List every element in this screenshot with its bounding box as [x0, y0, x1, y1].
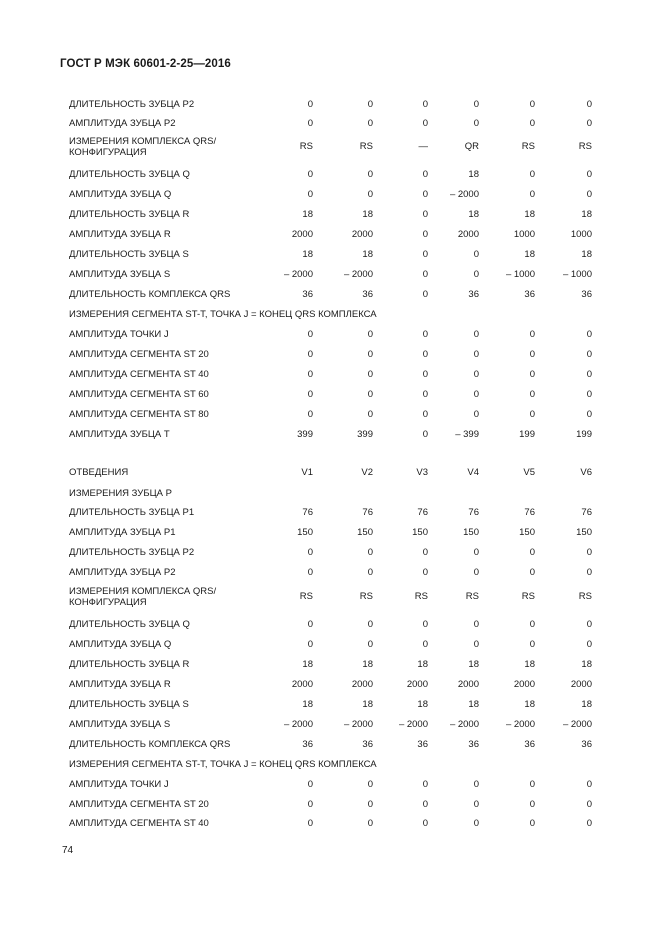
cell-value: – 2000 [283, 719, 313, 730]
cell-value: 0 [529, 409, 535, 420]
cell-value: RS [359, 591, 373, 602]
cell-value: V2 [361, 467, 373, 478]
row-label: ДЛИТЕЛЬНОСТЬ ЗУБЦА P2 [69, 547, 195, 558]
cell-value: 0 [307, 189, 313, 200]
cell-value: 0 [473, 369, 479, 380]
table-row [0, 503, 661, 523]
cell-value: – 2000 [283, 269, 313, 280]
cell-value: – 2000 [449, 719, 479, 730]
row-label: ДЛИТЕЛЬНОСТЬ ЗУБЦА P2 [69, 99, 195, 110]
cell-value: 399 [297, 429, 313, 440]
cell-value: 0 [422, 547, 428, 558]
cell-value: 36 [468, 739, 479, 750]
cell-value: 0 [367, 779, 373, 790]
cell-value: V4 [467, 467, 479, 478]
cell-value: 0 [422, 409, 428, 420]
cell-value: RS [359, 141, 373, 152]
cell-value: 0 [367, 818, 373, 829]
row-label: ОТВЕДЕНИЯ [69, 467, 129, 478]
cell-value: 18 [417, 699, 428, 710]
row-label: АМПЛИТУДА ЗУБЦА T [69, 429, 170, 440]
cell-value: 18 [302, 699, 313, 710]
cell-value: 0 [307, 349, 313, 360]
table-row [0, 523, 661, 543]
cell-value: 2000 [406, 679, 428, 690]
cell-value: 0 [422, 329, 428, 340]
cell-value: 399 [357, 429, 373, 440]
cell-value: 0 [307, 818, 313, 829]
cell-value: 0 [529, 818, 535, 829]
cell-value: 0 [367, 409, 373, 420]
cell-value: 150 [576, 527, 592, 538]
cell-value: 0 [367, 118, 373, 129]
row-label: АМПЛИТУДА СЕГМЕНТА ST 80 [69, 409, 209, 420]
cell-value: 0 [529, 547, 535, 558]
cell-value: 2000 [513, 679, 535, 690]
cell-value: V1 [301, 467, 313, 478]
row-label: АМПЛИТУДА ЗУБЦА R [69, 229, 171, 240]
cell-value: – 2000 [398, 719, 428, 730]
cell-value: 0 [529, 169, 535, 180]
table-row [0, 405, 661, 425]
table-row [0, 735, 661, 755]
table-row [0, 484, 661, 504]
cell-value: 0 [473, 818, 479, 829]
cell-value: RS [465, 591, 479, 602]
cell-value: RS [414, 591, 428, 602]
cell-value: 150 [357, 527, 373, 538]
table-row [0, 325, 661, 345]
cell-value: 150 [519, 527, 535, 538]
cell-value: 0 [529, 118, 535, 129]
cell-value: 18 [468, 699, 479, 710]
cell-value: 0 [473, 329, 479, 340]
cell-value: 0 [586, 118, 592, 129]
cell-value: 0 [422, 619, 428, 630]
row-label: ИЗМЕРЕНИЯ КОМПЛЕКСА QRS/КОНФИГУРАЦИЯ [69, 586, 217, 608]
cell-value: – 2000 [343, 269, 373, 280]
row-label: ДЛИТЕЛЬНОСТЬ ЗУБЦА S [69, 699, 189, 710]
cell-value: 2000 [457, 229, 479, 240]
cell-value: 0 [307, 169, 313, 180]
cell-value: 0 [422, 799, 428, 810]
cell-value: 0 [307, 619, 313, 630]
cell-value: 18 [524, 209, 535, 220]
cell-value: 2000 [457, 679, 479, 690]
cell-value: 0 [422, 99, 428, 110]
cell-value: 0 [473, 349, 479, 360]
table-row [0, 695, 661, 715]
cell-value: 0 [586, 818, 592, 829]
cell-value: 18 [362, 659, 373, 670]
cell-value: 18 [581, 699, 592, 710]
cell-value: V6 [580, 467, 592, 478]
cell-value: – 399 [455, 429, 479, 440]
cell-value: RS [521, 591, 535, 602]
row-label: АМПЛИТУДА ЗУБЦА S [69, 269, 171, 280]
row-label: АМПЛИТУДА ЗУБЦА P1 [69, 527, 176, 538]
cell-value: 0 [422, 189, 428, 200]
cell-value: V5 [523, 467, 535, 478]
row-label: АМПЛИТУДА ЗУБЦА R [69, 679, 171, 690]
cell-value: 0 [422, 818, 428, 829]
cell-value: 0 [586, 547, 592, 558]
cell-value: 18 [524, 249, 535, 260]
cell-value: 0 [529, 619, 535, 630]
cell-value: RS [578, 141, 592, 152]
cell-value: 0 [586, 99, 592, 110]
cell-value: 0 [529, 799, 535, 810]
cell-value: 0 [586, 799, 592, 810]
row-label: АМПЛИТУДА СЕГМЕНТА ST 40 [69, 369, 209, 380]
cell-value: 36 [524, 739, 535, 750]
cell-value: 0 [473, 547, 479, 558]
cell-value: 2000 [291, 679, 313, 690]
row-label: ДЛИТЕЛЬНОСТЬ КОМПЛЕКСА QRS [69, 739, 231, 750]
cell-value: 0 [422, 567, 428, 578]
cell-value: 0 [367, 169, 373, 180]
cell-value: 2000 [351, 679, 373, 690]
cell-value: 0 [367, 547, 373, 558]
cell-value: 76 [417, 507, 428, 518]
cell-value: 0 [586, 639, 592, 650]
cell-value: 0 [586, 369, 592, 380]
row-label: АМПЛИТУДА СЕГМЕНТА ST 20 [69, 349, 209, 360]
cell-value: RS [521, 141, 535, 152]
cell-value: 0 [473, 619, 479, 630]
cell-value: 36 [581, 739, 592, 750]
row-label: АМПЛИТУДА ЗУБЦА P2 [69, 118, 176, 129]
cell-value: 18 [362, 249, 373, 260]
cell-value: 76 [362, 507, 373, 518]
cell-value: 0 [529, 389, 535, 400]
cell-value: 0 [586, 619, 592, 630]
cell-value: — [418, 141, 428, 152]
cell-value: 36 [362, 739, 373, 750]
cell-value: 0 [367, 799, 373, 810]
table-row [0, 563, 661, 583]
cell-value: 0 [422, 429, 428, 440]
table-row [0, 814, 661, 834]
page-number: 74 [62, 845, 74, 856]
table-row [0, 715, 661, 735]
cell-value: – 1000 [505, 269, 535, 280]
table-row [0, 775, 661, 795]
cell-value: 1000 [570, 229, 592, 240]
cell-value: QR [464, 141, 479, 152]
table-row [0, 305, 661, 325]
cell-value: 150 [412, 527, 428, 538]
table-row [0, 795, 661, 815]
cell-value: – 2000 [562, 719, 592, 730]
row-label: ДЛИТЕЛЬНОСТЬ ЗУБЦА P1 [69, 507, 195, 518]
cell-value: 0 [422, 118, 428, 129]
cell-value: 36 [524, 289, 535, 300]
cell-value: 0 [367, 369, 373, 380]
row-label: АМПЛИТУДА СЕГМЕНТА ST 60 [69, 389, 209, 400]
cell-value: 0 [473, 799, 479, 810]
cell-value: 0 [586, 389, 592, 400]
cell-value: 150 [297, 527, 313, 538]
cell-value: 36 [302, 289, 313, 300]
cell-value: 0 [586, 409, 592, 420]
table-row [0, 365, 661, 385]
cell-value: – 2000 [343, 719, 373, 730]
table-row [0, 463, 661, 483]
cell-value: 0 [422, 349, 428, 360]
cell-value: 18 [302, 209, 313, 220]
row-label: ДЛИТЕЛЬНОСТЬ ЗУБЦА Q [69, 169, 190, 180]
row-label: АМПЛИТУДА ТОЧКИ J [69, 329, 169, 340]
cell-value: 18 [362, 209, 373, 220]
cell-value: 0 [307, 547, 313, 558]
cell-value: 18 [302, 659, 313, 670]
cell-value: 0 [473, 639, 479, 650]
cell-value: 0 [473, 779, 479, 790]
cell-value: 0 [367, 329, 373, 340]
cell-value: 76 [302, 507, 313, 518]
table-row [0, 385, 661, 405]
row-label: ДЛИТЕЛЬНОСТЬ ЗУБЦА S [69, 249, 189, 260]
cell-value: 0 [307, 99, 313, 110]
cell-value: 0 [529, 349, 535, 360]
cell-value: – 2000 [449, 189, 479, 200]
cell-value: 36 [468, 289, 479, 300]
table-row [0, 655, 661, 675]
cell-value: RS [299, 591, 313, 602]
row-label: АМПЛИТУДА СЕГМЕНТА ST 20 [69, 799, 209, 810]
cell-value: 18 [581, 659, 592, 670]
row-label: АМПЛИТУДА ЗУБЦА S [69, 719, 171, 730]
cell-value: 2000 [351, 229, 373, 240]
cell-value: RS [578, 591, 592, 602]
cell-value: 18 [524, 699, 535, 710]
row-label: АМПЛИТУДА ТОЧКИ J [69, 779, 169, 790]
cell-value: 0 [529, 779, 535, 790]
cell-value: – 2000 [505, 719, 535, 730]
cell-value: 0 [307, 389, 313, 400]
cell-value: 0 [367, 349, 373, 360]
table-row [0, 265, 661, 285]
cell-value: 18 [581, 209, 592, 220]
cell-value: 0 [473, 99, 479, 110]
row-label: АМПЛИТУДА ЗУБЦА Q [69, 189, 172, 200]
document-header: ГОСТ Р МЭК 60601-2-25—2016 [60, 58, 231, 70]
cell-value: 0 [529, 567, 535, 578]
cell-value: 0 [422, 369, 428, 380]
cell-value: 0 [529, 639, 535, 650]
row-label: ИЗМЕРЕНИЯ СЕГМЕНТА ST-T, ТОЧКА J = КОНЕЦ QRS КОМПЛЕКСА [69, 759, 377, 770]
cell-value: 0 [586, 567, 592, 578]
row-label: АМПЛИТУДА ЗУБЦА Q [69, 639, 172, 650]
cell-value: 0 [422, 249, 428, 260]
cell-value: 36 [581, 289, 592, 300]
cell-value: 199 [519, 429, 535, 440]
cell-value: 2000 [570, 679, 592, 690]
table-row [0, 245, 661, 265]
cell-value: 0 [473, 249, 479, 260]
cell-value: 76 [524, 507, 535, 518]
cell-value: 0 [586, 329, 592, 340]
row-label: ИЗМЕРЕНИЯ ЗУБЦА P [69, 488, 172, 499]
cell-value: 199 [576, 429, 592, 440]
cell-value: 18 [468, 209, 479, 220]
cell-value: 0 [586, 189, 592, 200]
cell-value: 0 [586, 779, 592, 790]
table-row [0, 587, 661, 607]
cell-value: 0 [307, 118, 313, 129]
cell-value: 18 [468, 169, 479, 180]
cell-value: 0 [367, 389, 373, 400]
cell-value: 150 [463, 527, 479, 538]
table-row [0, 165, 661, 185]
cell-value: 0 [307, 799, 313, 810]
cell-value: 36 [417, 739, 428, 750]
cell-value: 76 [581, 507, 592, 518]
cell-value: 0 [367, 189, 373, 200]
table-row [0, 95, 661, 115]
cell-value: 18 [417, 659, 428, 670]
table-row [0, 345, 661, 365]
row-label: ДЛИТЕЛЬНОСТЬ КОМПЛЕКСА QRS [69, 289, 231, 300]
cell-value: – 1000 [562, 269, 592, 280]
cell-value: 0 [473, 269, 479, 280]
cell-value: 18 [524, 659, 535, 670]
cell-value: 0 [367, 99, 373, 110]
table-row [0, 425, 661, 445]
cell-value: 0 [529, 99, 535, 110]
cell-value: 0 [307, 409, 313, 420]
table-row [0, 285, 661, 305]
table-row [0, 114, 661, 134]
cell-value: RS [299, 141, 313, 152]
cell-value: 18 [581, 249, 592, 260]
row-label: ИЗМЕРЕНИЯ СЕГМЕНТА ST-T, ТОЧКА J = КОНЕЦ QRS КОМПЛЕКСА [69, 309, 377, 320]
cell-value: 0 [307, 369, 313, 380]
table-row [0, 675, 661, 695]
cell-value: 0 [422, 169, 428, 180]
cell-value: 0 [422, 389, 428, 400]
cell-value: 0 [422, 289, 428, 300]
cell-value: 76 [468, 507, 479, 518]
cell-value: 0 [307, 329, 313, 340]
cell-value: V3 [416, 467, 428, 478]
cell-value: 0 [367, 619, 373, 630]
cell-value: 0 [473, 118, 479, 129]
table-row [0, 635, 661, 655]
cell-value: 0 [422, 269, 428, 280]
cell-value: 0 [473, 409, 479, 420]
cell-value: 0 [422, 229, 428, 240]
row-label: ДЛИТЕЛЬНОСТЬ ЗУБЦА Q [69, 619, 190, 630]
row-label: ИЗМЕРЕНИЯ КОМПЛЕКСА QRS/КОНФИГУРАЦИЯ [69, 136, 217, 158]
table-row [0, 185, 661, 205]
table-row [0, 543, 661, 563]
cell-value: 0 [586, 169, 592, 180]
row-label: ДЛИТЕЛЬНОСТЬ ЗУБЦА R [69, 659, 190, 670]
table-row [0, 615, 661, 635]
cell-value: 18 [362, 699, 373, 710]
cell-value: 0 [422, 779, 428, 790]
cell-value: 0 [307, 639, 313, 650]
cell-value: 1000 [513, 229, 535, 240]
cell-value: 36 [302, 739, 313, 750]
cell-value: 2000 [291, 229, 313, 240]
cell-value: 0 [529, 329, 535, 340]
cell-value: 0 [529, 189, 535, 200]
row-label: ДЛИТЕЛЬНОСТЬ ЗУБЦА R [69, 209, 190, 220]
table-row [0, 205, 661, 225]
cell-value: 0 [307, 567, 313, 578]
table-row [0, 225, 661, 245]
cell-value: 0 [473, 389, 479, 400]
cell-value: 36 [362, 289, 373, 300]
cell-value: 0 [307, 779, 313, 790]
cell-value: 0 [473, 567, 479, 578]
cell-value: 18 [468, 659, 479, 670]
cell-value: 0 [422, 209, 428, 220]
cell-value: 18 [302, 249, 313, 260]
cell-value: 0 [367, 639, 373, 650]
row-label: АМПЛИТУДА СЕГМЕНТА ST 40 [69, 818, 209, 829]
table-row [0, 755, 661, 775]
row-label: АМПЛИТУДА ЗУБЦА P2 [69, 567, 176, 578]
cell-value: 0 [367, 567, 373, 578]
cell-value: 0 [529, 369, 535, 380]
table-row [0, 137, 661, 157]
cell-value: 0 [422, 639, 428, 650]
cell-value: 0 [586, 349, 592, 360]
